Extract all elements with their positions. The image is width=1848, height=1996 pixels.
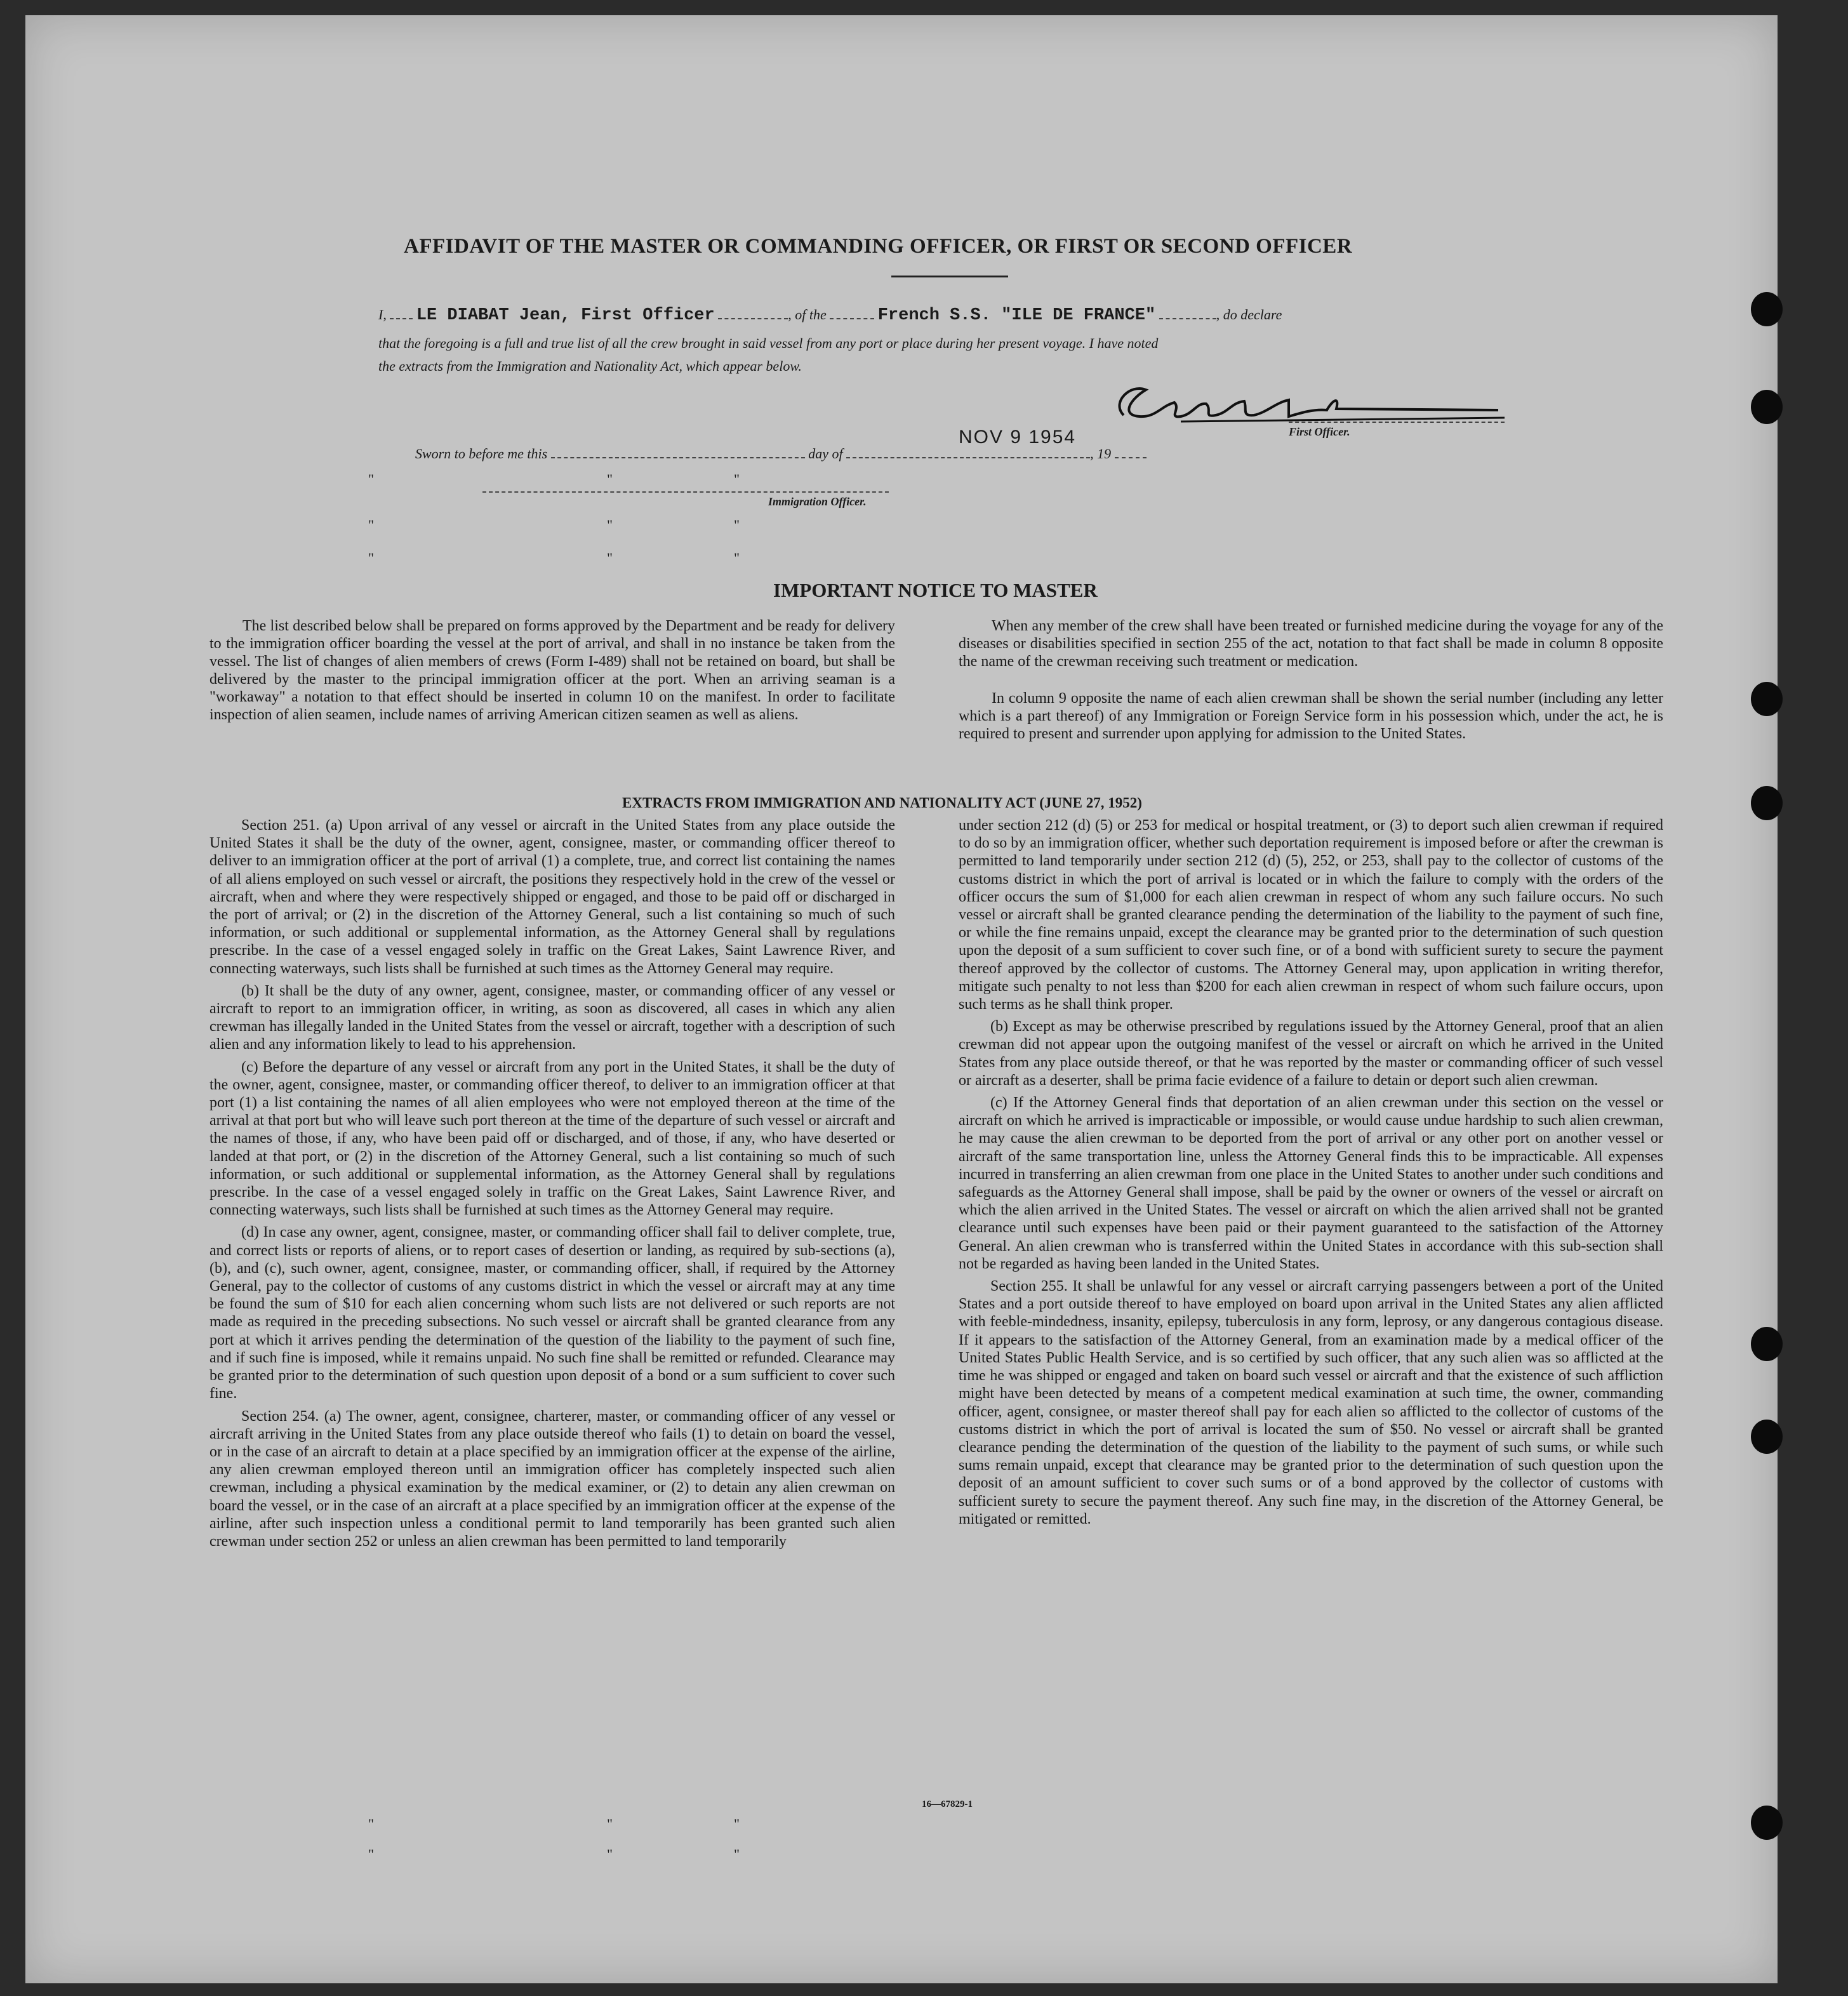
notice-right-paragraph-2: In column 9 opposite the name of each alien crewman shall be shown the serial number (including any letter which is a part thereof) of any Immigration or Foreign Service form in his possession which, under the act, he is required to present and surrender upon applying for admission to the United States. xyxy=(959,690,1663,742)
officer-signature xyxy=(1086,371,1505,428)
punch-hole xyxy=(1751,390,1783,424)
immigration-officer-line xyxy=(482,491,889,493)
date-stamp: NOV 9 1954 xyxy=(959,427,1077,448)
section-251-d: (d) In case any owner, agent, consignee, master, or commanding officer shall fail to deliver complete, true, and correct lists or reports of aliens, or to report cases of desertion or landing, as required by sub-sections (a), (b), and (c), such owner, agent, consignee, master, or commanding officer, shall, if required by the Attorney General, pay to the collector of customs of any customs district in which the vessel or aircraft may at any time be found the sum of $10 for each alien concerning whom such lists are not delivered or such reports are not made as required in the preceding subsections. No such vessel or aircraft shall be granted clearance from any port at which it arrives pending the determination of the question of the liability to the payment of such fine, and if such fine is imposed, while it remains unpaid. No such fine shall be remitted or refunded. Clearance may be granted prior to the determination of such question upon deposit of a bond or a sum sufficient to cover such fine. xyxy=(209,1224,895,1402)
section-254-b: (b) Except as may be otherwise prescribed by regulations issued by the Attorney General, proof that an alien crewman did not appear upon the outgoing manifest of the vessel or aircraft on which he arrived in the United States from any place outside thereof, or that he was reported by the master or commanding officer of such vessel or aircraft as a deserter, shall be prima facie evidence of a failure to detain or deport such alien crewman. xyxy=(959,1018,1663,1089)
section-254-c: (c) If the Attorney General finds that deportation of an alien crewman under this section on the vessel or aircraft on which he arrived is impracticable or impossible, or would cause undue hardship to such alien crewman, he may cause the alien crewman to be deported from the port of arrival or any other port on another vessel or aircraft of the same transportation line, unless the Attorney General finds this to be impracticable. All expenses incurred in transferring an alien crewman from one place in the United States to another under such conditions and safeguards as the Attorney General shall impose, shall be paid by the owner or owners of the vessel or aircraft on which the alien arrived in the United States. The vessel or aircraft on which the alien arrived shall not be granted clearance until such expenses have been paid or their payment guaranteed to the satisfaction of the Attorney General. An alien crewman who is transferred within the United States in accordance with this sub-section shall not be regarded as having been landed in the United States. xyxy=(959,1094,1663,1272)
affidavit-title: AFFIDAVIT OF THE MASTER OR COMMANDING OFFICER, OR FIRST OR SECOND OFFICER xyxy=(404,235,1353,258)
ditto-mark: " xyxy=(734,550,740,566)
signature-title: First Officer. xyxy=(1289,425,1350,438)
vessel-name-field: French S.S. "ILE DE FRANCE" xyxy=(877,306,1156,325)
ditto-mark: " xyxy=(734,517,740,533)
punch-hole xyxy=(1751,1420,1783,1454)
declaration-lead: I, xyxy=(378,307,387,323)
title-rule xyxy=(891,276,1008,277)
notice-right-paragraph-1: When any member of the crew shall have been treated or furnished medicine during the voyage for any of the diseases or disabilities specified in section 255 of the act, notation to that fact shall be made in column 8 opposite the name of the crewman receiving such treatment or medication. xyxy=(959,618,1663,670)
notice-left-paragraph: The list described below shall be prepared on forms approved by the Department and be ready for delivery to the immigration officer boarding the vessel at the port of arrival, and shall in no instance be taken from the vessel. The list of changes of alien members of crews (Form I-489) shall not be retained on board, but shall be delivered by the master to the principal immigration officer at the port. When an arriving seaman is a "workaway" a notation to that effect should be inserted in column 10 on the manifest. In order to facilitate inspection of alien seamen, include names of arriving American citizen seamen as well as aliens. xyxy=(209,618,895,723)
declaration-line-1 xyxy=(378,306,1521,325)
declaration-line-2: that the foregoing is a full and true list of all the crew brought in said vessel from any port or place during her present voyage. I have noted xyxy=(378,335,1159,351)
year-prefix: , 19 xyxy=(1090,446,1112,462)
left-column xyxy=(209,816,895,1555)
right-column xyxy=(959,816,1663,1533)
ditto-mark: " xyxy=(607,517,613,533)
of-the-label: , of the xyxy=(788,307,827,323)
form-number: 16—67829-1 xyxy=(922,1799,973,1809)
ditto-mark: " xyxy=(368,471,374,487)
section-251-c: (c) Before the departure of any vessel or aircraft from any port in the United States, it shall be the duty of the owner, agent, consignee, master, or commanding officer thereof, to deliver to an immigration officer at that port (1) a list containing the names of all alien employees who were not employed thereon at the time of the arrival at that port but who will leave such port thereon at the time of the departure of such vessel or aircraft and the names of those, if any, who have been paid off or discharged, and of those, if any, who have deserted or landed at that port, or (2) in the discretion of the Attorney General, such a list containing so much of such information, or such additional or supplemental information, as the Attorney General shall by regulations prescribe. In the case of a vessel engaged solely in traffic on the Great Lakes, Saint Lawrence River, and connecting waterways, such lists shall be furnished at such times as the Attorney General may require. xyxy=(209,1058,895,1219)
signature-line xyxy=(1289,422,1505,423)
ditto-mark: " xyxy=(368,550,374,566)
section-254-a-continued: under section 212 (d) (5) or 253 for medical or hospital treatment, or (3) to deport such alien crewman if required to do so by an immigration officer, whether such deportation requirement is imposed before or after the crewman is permitted to land temporarily under section 212 (d) (5), 252, or 253, shall pay to the collector of customs of the customs district in which the port of arrival is located or in which the failure to comply with the orders of the officer occurs the sum of $1,000 for each alien crewman in respect of whom any such failure occurs. No such vessel or aircraft shall be granted clearance pending the determination of the liability to the payment of such fine, or while the fine remains unpaid, except the clearance may be granted prior to the determination of such question upon the deposit of a sum sufficient to cover such fine, or of a bond with sufficient surety to secure the payment thereof approved by the collector of customs. The Attorney General may, upon application in writing therefor, mitigate such penalty to not less than $200 for each alien crewman in respect of whom such failure occurs, upon such terms as he shall think proper. xyxy=(959,817,1663,1013)
day-of-label: day of xyxy=(808,446,843,462)
punch-hole xyxy=(1751,1806,1783,1840)
ditto-mark: " xyxy=(607,471,613,487)
punch-hole xyxy=(1751,786,1783,820)
officer-name-field: LE DIABAT Jean, First Officer xyxy=(416,306,715,325)
ditto-mark: " xyxy=(734,1816,740,1832)
section-254-a: Section 254. (a) The owner, agent, consignee, charterer, master, or commanding officer of any vessel or aircraft arriving in the United States from any place outside thereof who fails (1) to detain on board the vessel, or in the case of an aircraft to detain at a place specified by an immigration officer at the expense of the airline, any alien crewman employed thereon until an immigration officer has completely inspected such alien crewman, including a physical examination by the medical examiner, or (2) to detain any alien crewman on board the vessel, or in the case of an aircraft at a place specified by an immigration officer at the expense of the airline, after such inspection unless a conditional permit to land temporarily has been granted such alien crewman under section 252 or unless an alien crewman has been permitted to land temporarily xyxy=(209,1407,895,1550)
document-page xyxy=(25,15,1778,1983)
ditto-mark: " xyxy=(734,1846,740,1862)
notice-title: IMPORTANT NOTICE TO MASTER xyxy=(773,579,1098,601)
section-255: Section 255. It shall be unlawful for any vessel or aircraft carrying passengers between a port of the United States and a port outside thereof to have employed on board upon arrival in the United States any alien afflicted with feeble-mindedness, insanity, epilepsy, tuberculosis in any form, leprosy, or any dangerous contagious disease. If it appears to the satisfaction of the Attorney General, from an examination made by a medical officer of the United States Public Health Service, and is so certified by such officer, that any such alien was so afflicted at the time he was shipped or engaged and taken on board such vessel or aircraft and that the existence of such affliction might have been detected by means of a competent medical examination at such time, the owner, commanding officer, agent, consignee, or master thereof shall pay for each alien so afflicted to the collector of customs of the customs district in which the port of arrival is located the sum of $50. No vessel or aircraft shall be granted clearance pending the determination of the question of the liability to the payment of such sums, or while such sums remain unpaid, except that clearance may be granted prior to the determination of such question upon the deposit of an amount sufficient to cover such sums or of a bond approved by the collector of customs with sufficient surety to secure the payment thereof. Any such fine may, in the discretion of the Attorney General, be mitigated or remitted. xyxy=(959,1278,1663,1527)
punch-hole xyxy=(1751,682,1783,716)
ditto-mark: " xyxy=(368,517,374,533)
ditto-mark: " xyxy=(607,550,613,566)
ditto-mark: " xyxy=(607,1816,613,1832)
do-declare-label: , do declare xyxy=(1216,307,1282,323)
ditto-mark: " xyxy=(607,1846,613,1862)
sworn-text: Sworn to before me this xyxy=(415,446,548,462)
punch-hole xyxy=(1751,1327,1783,1361)
immigration-officer-label: Immigration Officer. xyxy=(768,495,867,508)
ditto-mark: " xyxy=(368,1816,374,1832)
ditto-mark: " xyxy=(368,1846,374,1862)
ditto-mark: " xyxy=(734,471,740,487)
declaration-line-3: the extracts from the Immigration and Nationality Act, which appear below. xyxy=(378,358,802,374)
extracts-title: EXTRACTS FROM IMMIGRATION AND NATIONALITY ACT (JUNE 27, 1952) xyxy=(622,795,1142,811)
punch-hole xyxy=(1751,292,1783,326)
section-251-b: (b) It shall be the duty of any owner, agent, consignee, master, or commanding officer of any vessel or aircraft to report to an immigration officer, in writing, as soon as discovered, all cases in which any alien crewman has illegally landed in the United States from the vessel or aircraft, together with a description of such alien and any information likely to lead to his apprehension. xyxy=(209,982,895,1053)
section-251-a: Section 251. (a) Upon arrival of any vessel or aircraft in the United States from any place outside the United States it shall be the duty of the owner, agent, consignee, master, or commanding officer thereof to deliver to an immigration officer at the port of arrival (1) a complete, true, and correct list containing the names of all aliens employed on such vessel or aircraft, the positions they respectively hold in the crew of the vessel or aircraft, when and where they were respectively shipped or engaged, and those to be paid off or discharged in the port of arrival; or (2) in the discretion of the Attorney General, such a list containing so much of such information, or such additional or supplemental information, as the Attorney General shall by regulations prescribe. In the case of a vessel engaged solely in traffic on the Great Lakes, Saint Lawrence River, and connecting waterways, such lists shall be furnished at such times as the Attorney General may require. xyxy=(209,817,895,977)
